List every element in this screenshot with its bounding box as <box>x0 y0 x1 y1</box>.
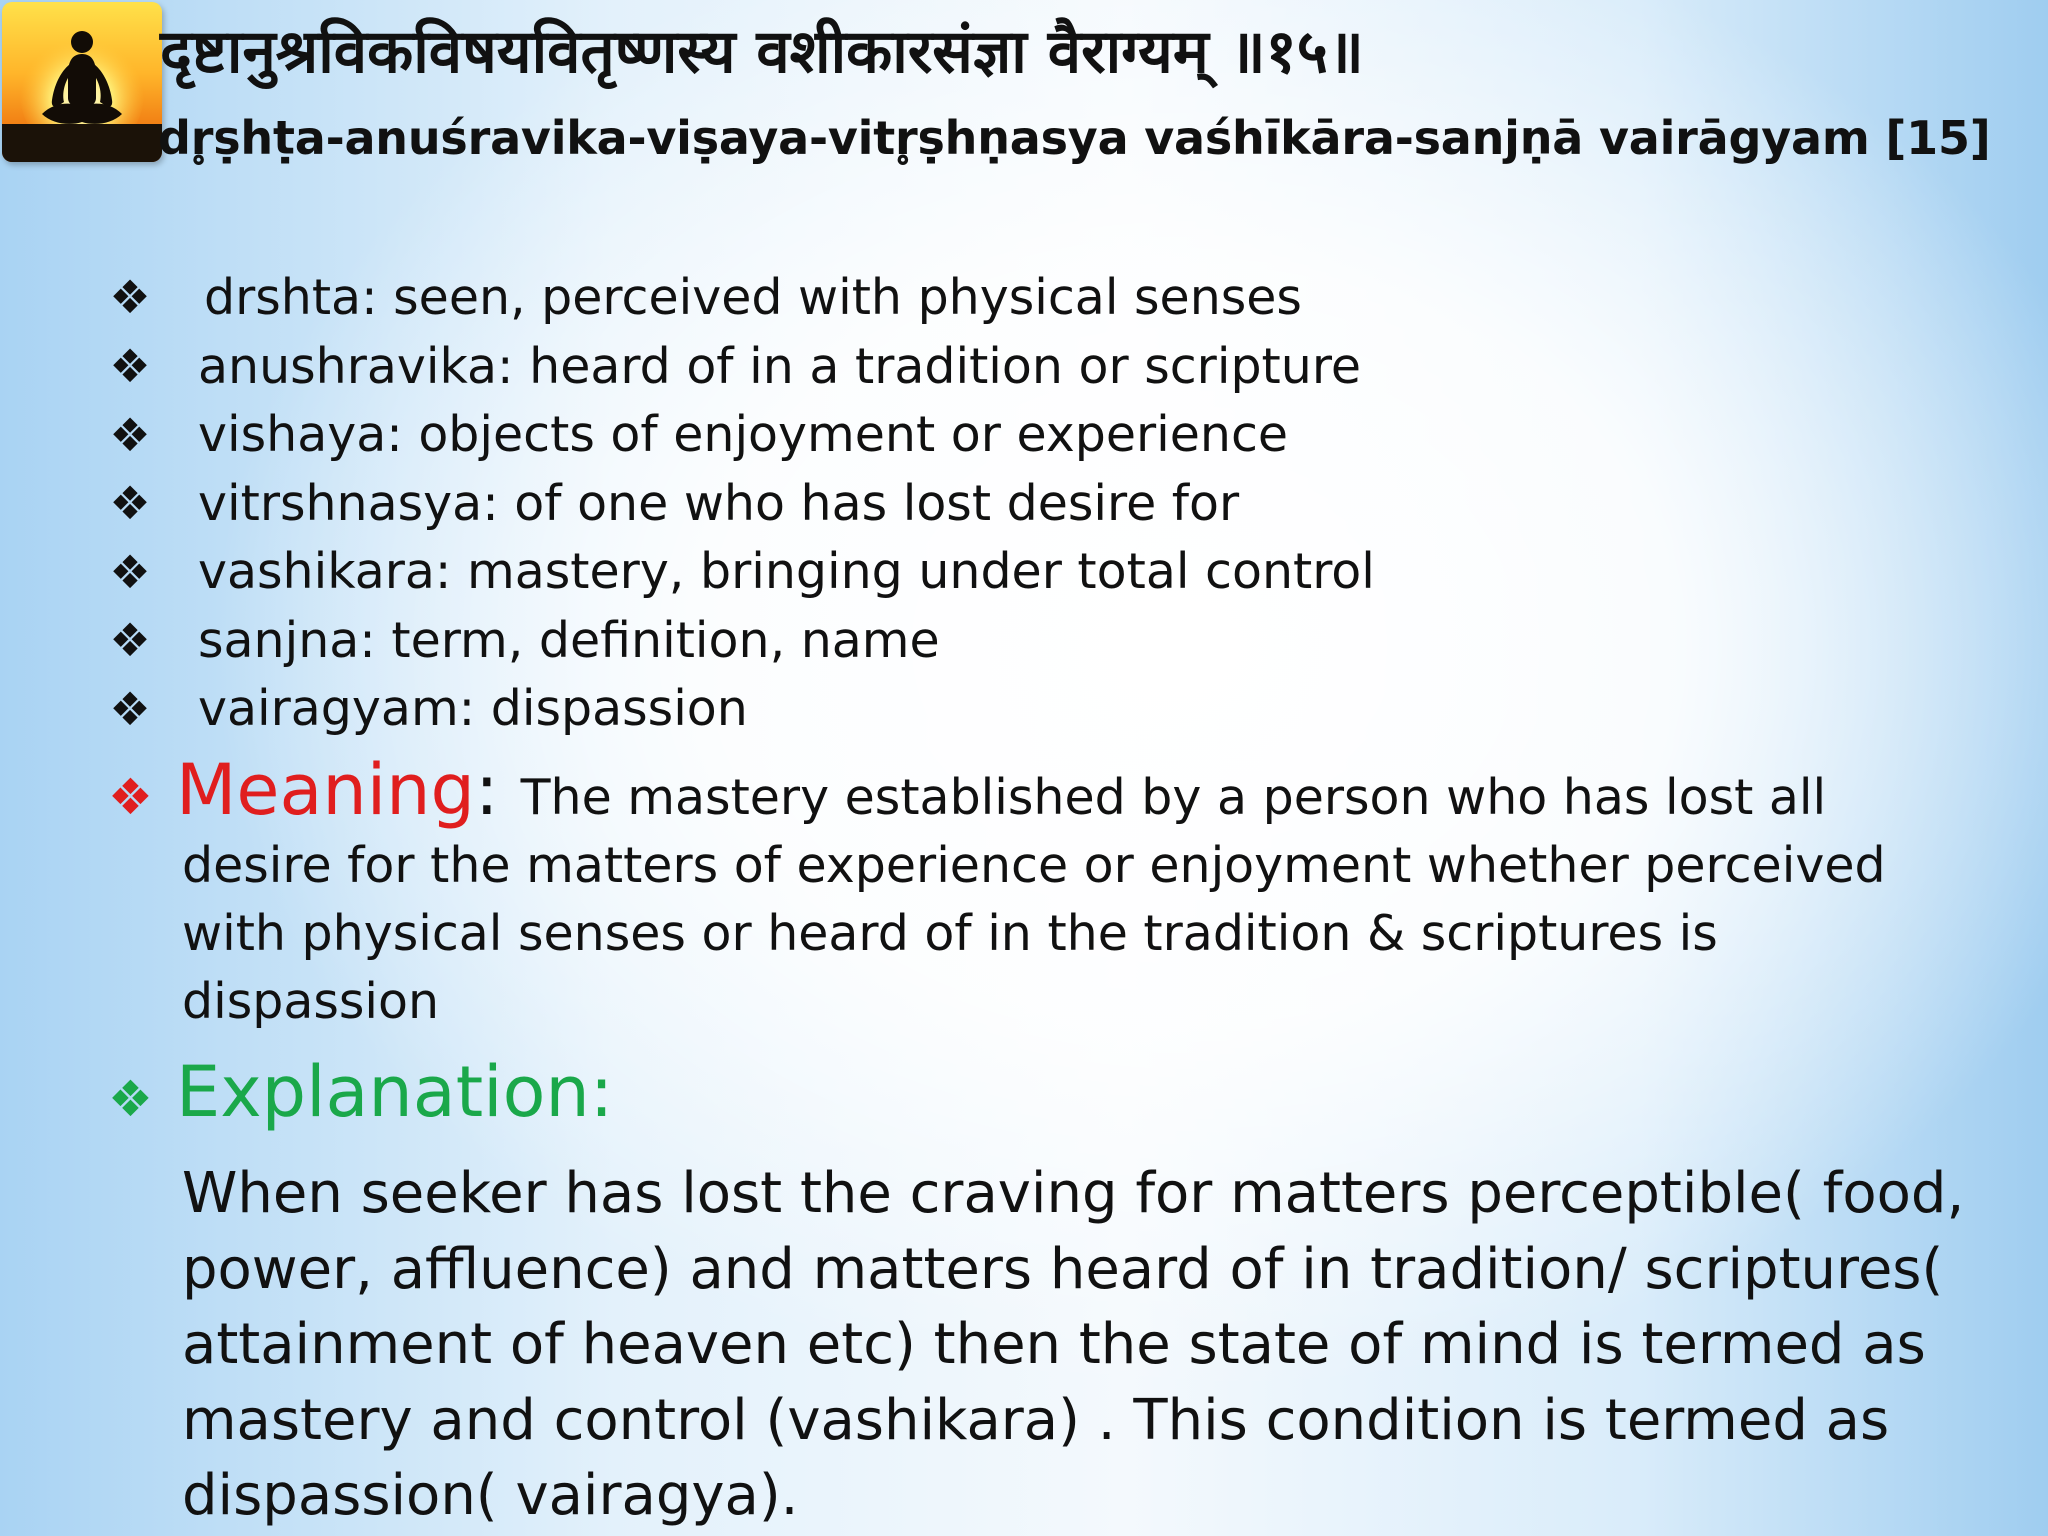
list-item <box>108 675 1908 744</box>
diamond-bullet-icon: ❖ <box>109 681 151 736</box>
meditation-logo <box>2 2 162 162</box>
glossary-term: vairagyam: dispassion <box>198 680 748 738</box>
explanation-heading: Explanation: <box>176 1051 614 1133</box>
explanation-heading-row <box>108 1050 1988 1134</box>
sutra-title-devanagari: दृष्टानुश्रविकविषयवितृष्णस्य वशीकारसंज्ञा वैराग्यम् ॥१५॥ <box>160 17 1364 87</box>
diamond-bullet-icon: ❖ <box>109 339 151 394</box>
list-item <box>108 606 1908 675</box>
list-item <box>108 332 1908 401</box>
meditating-silhouette-sunset-icon <box>2 2 162 162</box>
glossary-term: vishaya: objects of enjoyment or experience <box>198 406 1289 464</box>
sutra-title-transliteration: dr̥ṣhṭa-anuśravika-viṣaya-vitr̥ṣhṇasya vaśhīkāra-sanjṇā vairāgyam [15] <box>158 111 1991 165</box>
glossary-term: drshta: seen, perceived with physical senses <box>204 268 1302 326</box>
diamond-bullet-icon: ❖ <box>109 270 151 324</box>
explanation-section <box>108 1050 1988 1534</box>
meaning-colon: : <box>474 749 499 831</box>
diamond-bullet-icon: ❖ <box>108 1070 153 1128</box>
meaning-heading-row <box>108 748 1988 832</box>
glossary-term: anushravika: heard of in a tradition or scripture <box>198 337 1362 395</box>
diamond-bullet-icon: ❖ <box>109 407 151 462</box>
diamond-bullet-icon: ❖ <box>109 613 151 668</box>
meaning-first-line: The mastery established by a person who has lost all <box>520 769 1827 826</box>
diamond-bullet-icon: ❖ <box>109 544 151 599</box>
glossary-list <box>108 262 1908 743</box>
meaning-section <box>108 748 1988 1036</box>
glossary-term: vitrshnasya: of one who has lost desire for <box>198 474 1240 532</box>
meaning-text: desire for the matters of experience or enjoyment whether perceived with physical senses or heard of in the tradition & scriptures is dispassion <box>182 837 1886 1030</box>
list-item <box>108 401 1908 470</box>
list-item <box>108 469 1908 538</box>
diamond-bullet-icon: ❖ <box>109 476 151 531</box>
explanation-text: When seeker has lost the craving for matters perceptible( food, power, affluence) and matters heard of in tradition/ scriptures( attainment of heaven etc) then the state of mind is termed as mastery and control (vashikara) . This condition is termed as dispassion( vairagya). <box>182 1161 1965 1528</box>
diamond-bullet-icon: ❖ <box>108 768 153 826</box>
glossary-term: sanjna: term, definition, name <box>198 611 940 669</box>
meaning-heading: Meaning <box>176 749 475 831</box>
list-item <box>108 538 1908 607</box>
list-item <box>108 262 1908 332</box>
glossary-term: vashikara: mastery, bringing under total control <box>198 543 1375 601</box>
